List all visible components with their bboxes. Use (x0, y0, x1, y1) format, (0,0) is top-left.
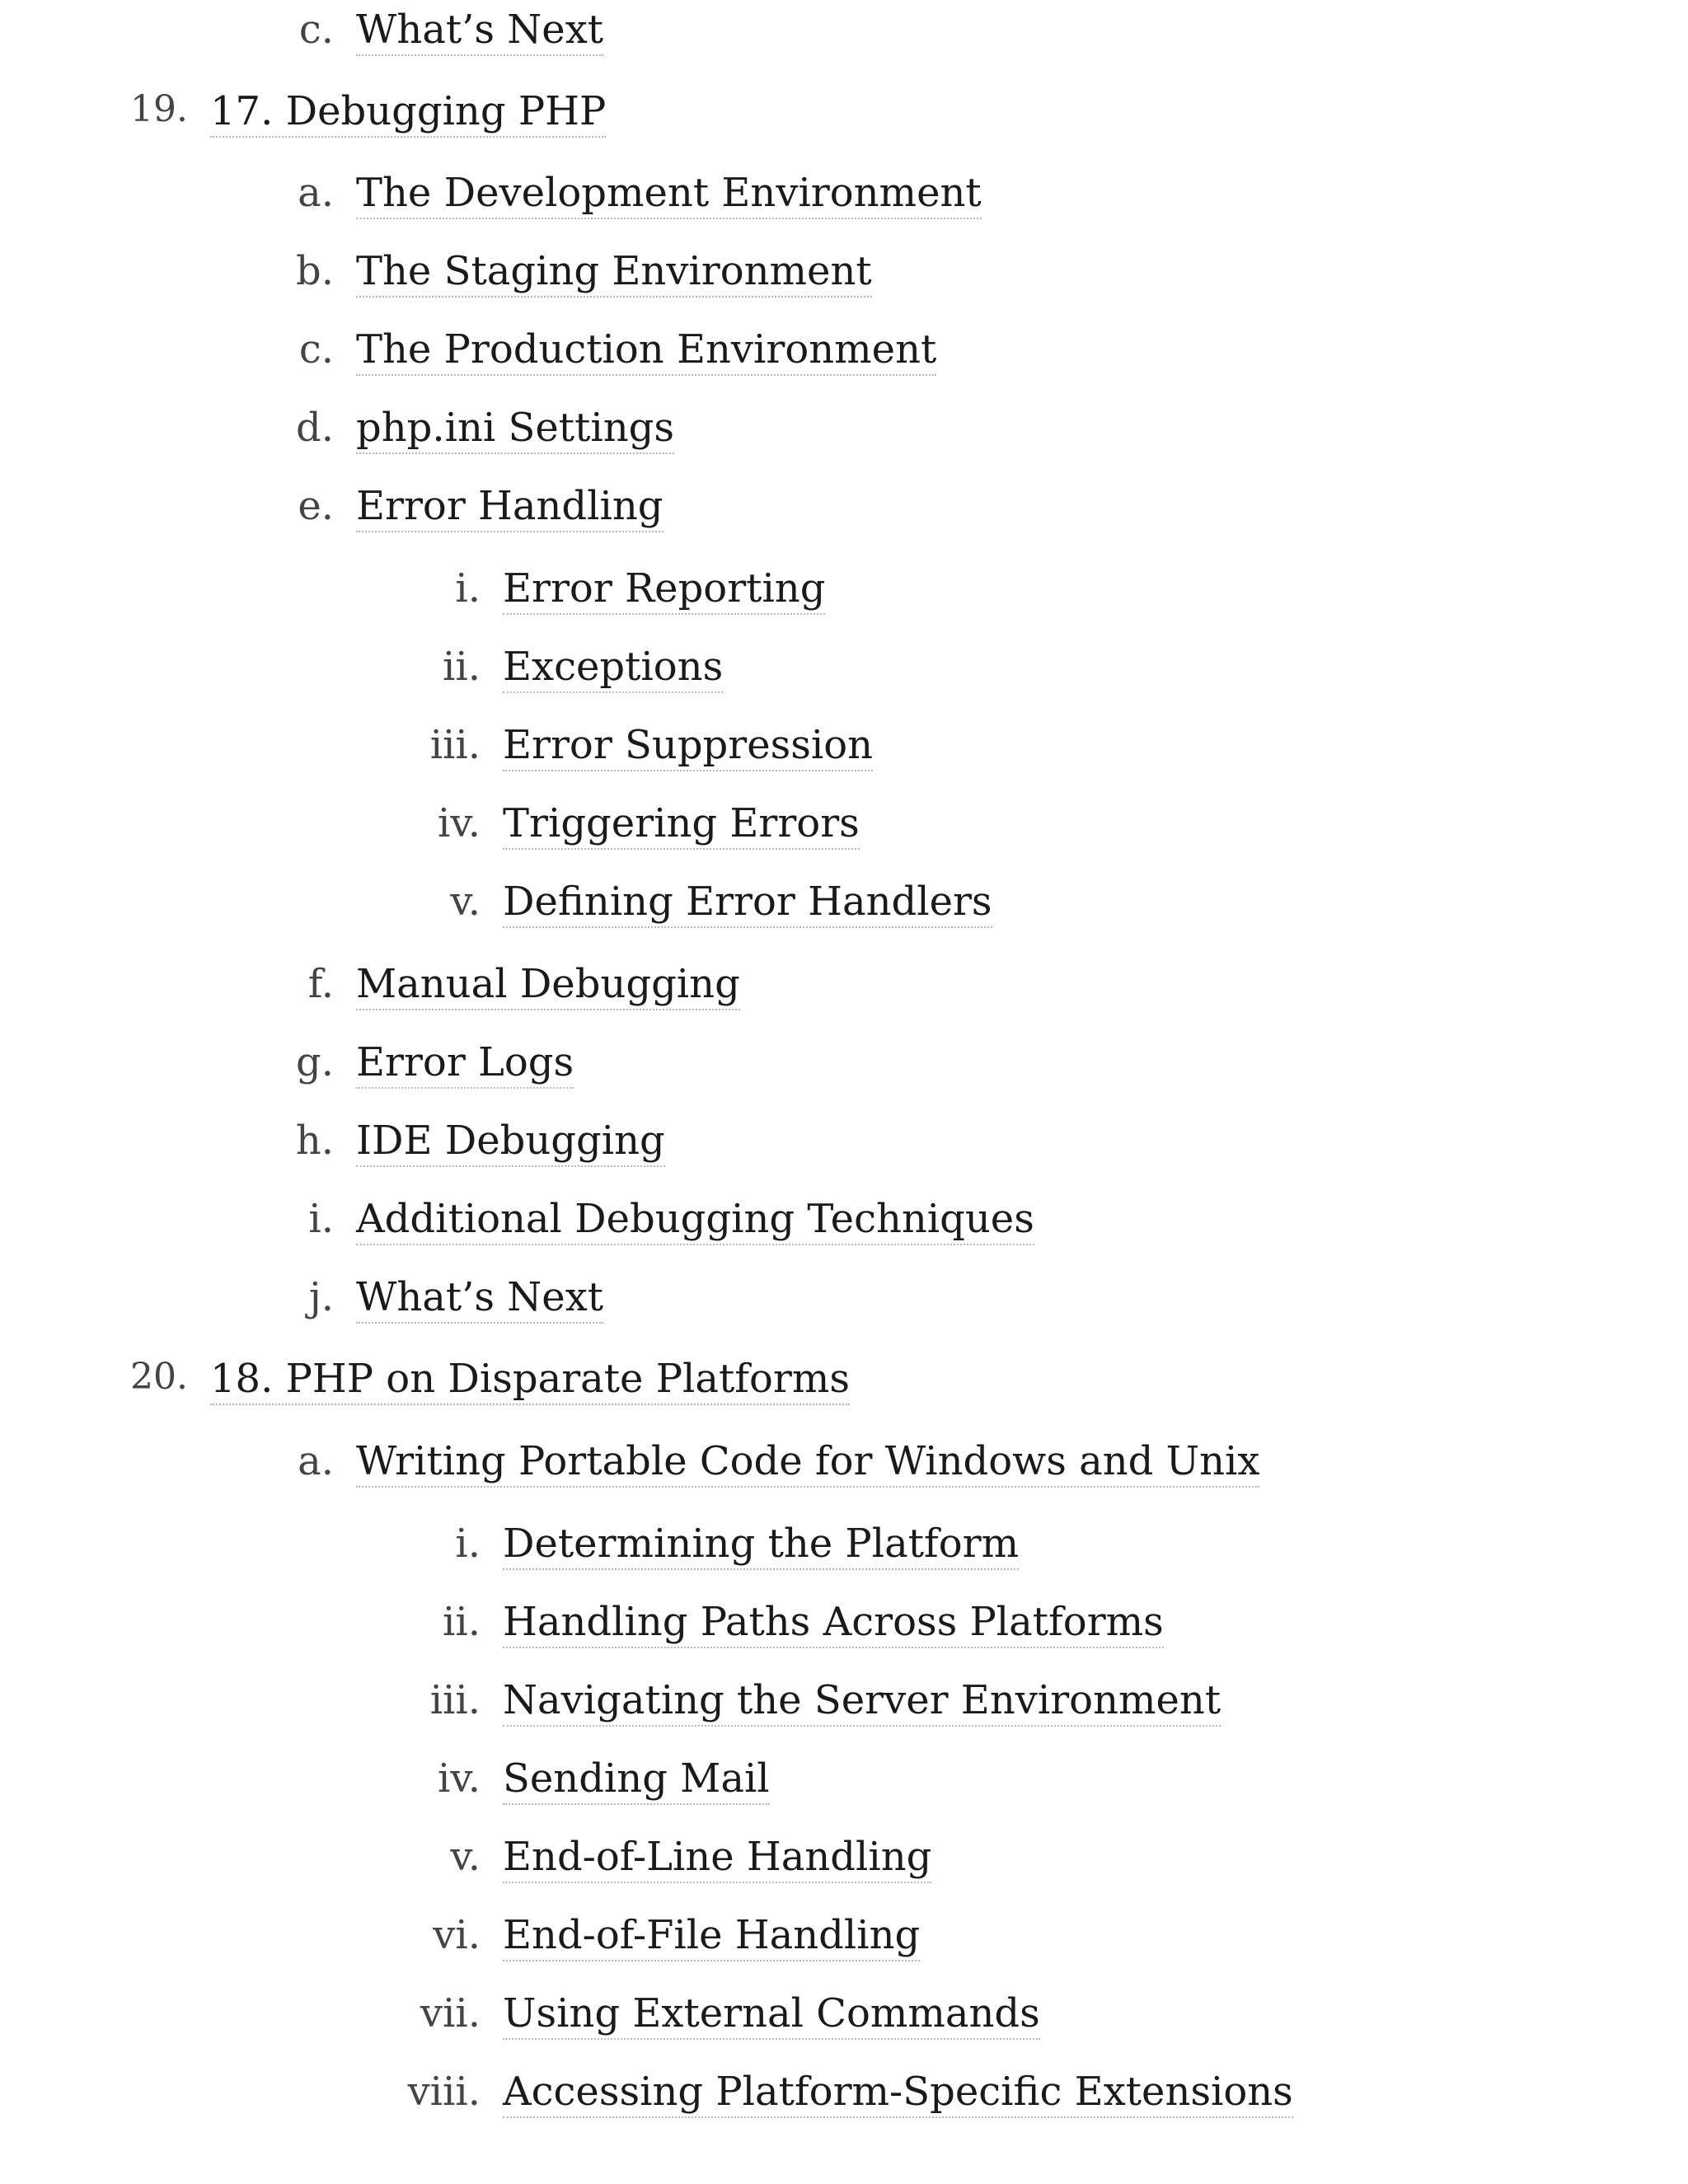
toc-subitem-marker: v. (450, 1834, 481, 1880)
toc-link[interactable]: php.ini Settings (356, 405, 674, 454)
toc-link[interactable]: The Development Environment (356, 170, 982, 219)
toc-item-marker: f. (307, 961, 334, 1007)
toc-subitem-marker: vii. (420, 1990, 481, 2036)
toc-chapter-link[interactable]: 18. PHP on Disparate Platforms (210, 1356, 850, 1405)
toc-sublink[interactable]: Triggering Errors (503, 800, 860, 850)
toc-subitem-marker: iii. (429, 722, 481, 768)
toc-subitem-marker: ii. (443, 644, 481, 690)
toc-chapter-number: 19. (130, 88, 188, 130)
toc-sublink[interactable]: Error Suppression (503, 722, 873, 771)
toc-link[interactable]: Additional Debugging Techniques (356, 1196, 1034, 1245)
toc-sublink[interactable]: End-of-Line Handling (503, 1834, 931, 1883)
toc-item-marker: e. (298, 483, 334, 529)
toc-sublink[interactable]: End-of-File Handling (503, 1912, 920, 1961)
toc-sublink[interactable]: Determining the Platform (503, 1521, 1019, 1570)
toc-subitem-marker: vi. (433, 1912, 481, 1958)
toc-sublink[interactable]: Handling Paths Across Platforms (503, 1599, 1164, 1648)
toc-link[interactable]: IDE Debugging (356, 1118, 665, 1167)
toc-link[interactable]: Writing Portable Code for Windows and Unix (356, 1438, 1259, 1488)
toc-item-marker: b. (296, 248, 334, 294)
toc-subitem-marker: iv. (437, 800, 481, 846)
toc-sublink[interactable]: Exceptions (503, 644, 723, 693)
toc-subitem-marker: ii. (443, 1599, 481, 1645)
toc-item-marker: h. (295, 1118, 334, 1164)
toc-item-marker: a. (298, 1438, 334, 1484)
toc-item-marker: j. (308, 1274, 334, 1320)
toc-link[interactable]: The Staging Environment (356, 248, 872, 298)
toc-sublink[interactable]: Defining Error Handlers (503, 879, 992, 928)
toc-item-marker: d. (296, 405, 334, 451)
toc-item-marker: c. (298, 326, 334, 373)
toc-sublink[interactable]: Accessing Platform-Specific Extensions (503, 2069, 1293, 2118)
toc-subitem-marker: iv. (437, 1755, 481, 1802)
toc-subitem-marker: i. (455, 565, 481, 612)
toc-subitem-marker: i. (455, 1521, 481, 1567)
toc-sublink[interactable]: Navigating the Server Environment (503, 1677, 1221, 1727)
toc-link[interactable]: Manual Debugging (356, 961, 740, 1010)
toc-chapter-link[interactable]: 17. Debugging PHP (210, 88, 606, 138)
toc-link[interactable]: The Production Environment (356, 326, 936, 376)
toc-subitem-marker: iii. (429, 1677, 481, 1723)
toc-item-marker: i. (308, 1196, 334, 1242)
toc-link[interactable]: Error Logs (356, 1039, 574, 1089)
toc-sublink[interactable]: Using External Commands (503, 1990, 1040, 2040)
toc-chapter-number: 20. (130, 1356, 188, 1398)
toc-item-marker: a. (298, 170, 334, 216)
toc-subitem-marker: v. (450, 879, 481, 925)
toc-link[interactable]: What’s Next (356, 7, 603, 56)
toc-item-marker: g. (296, 1039, 334, 1085)
toc-item-marker: c. (298, 7, 334, 53)
toc-sublink[interactable]: Sending Mail (503, 1755, 770, 1805)
toc-link[interactable]: What’s Next (356, 1274, 603, 1324)
toc-subitem-marker: viii. (407, 2069, 481, 2115)
toc-sublink[interactable]: Error Reporting (503, 565, 825, 615)
toc-link[interactable]: Error Handling (356, 483, 663, 532)
